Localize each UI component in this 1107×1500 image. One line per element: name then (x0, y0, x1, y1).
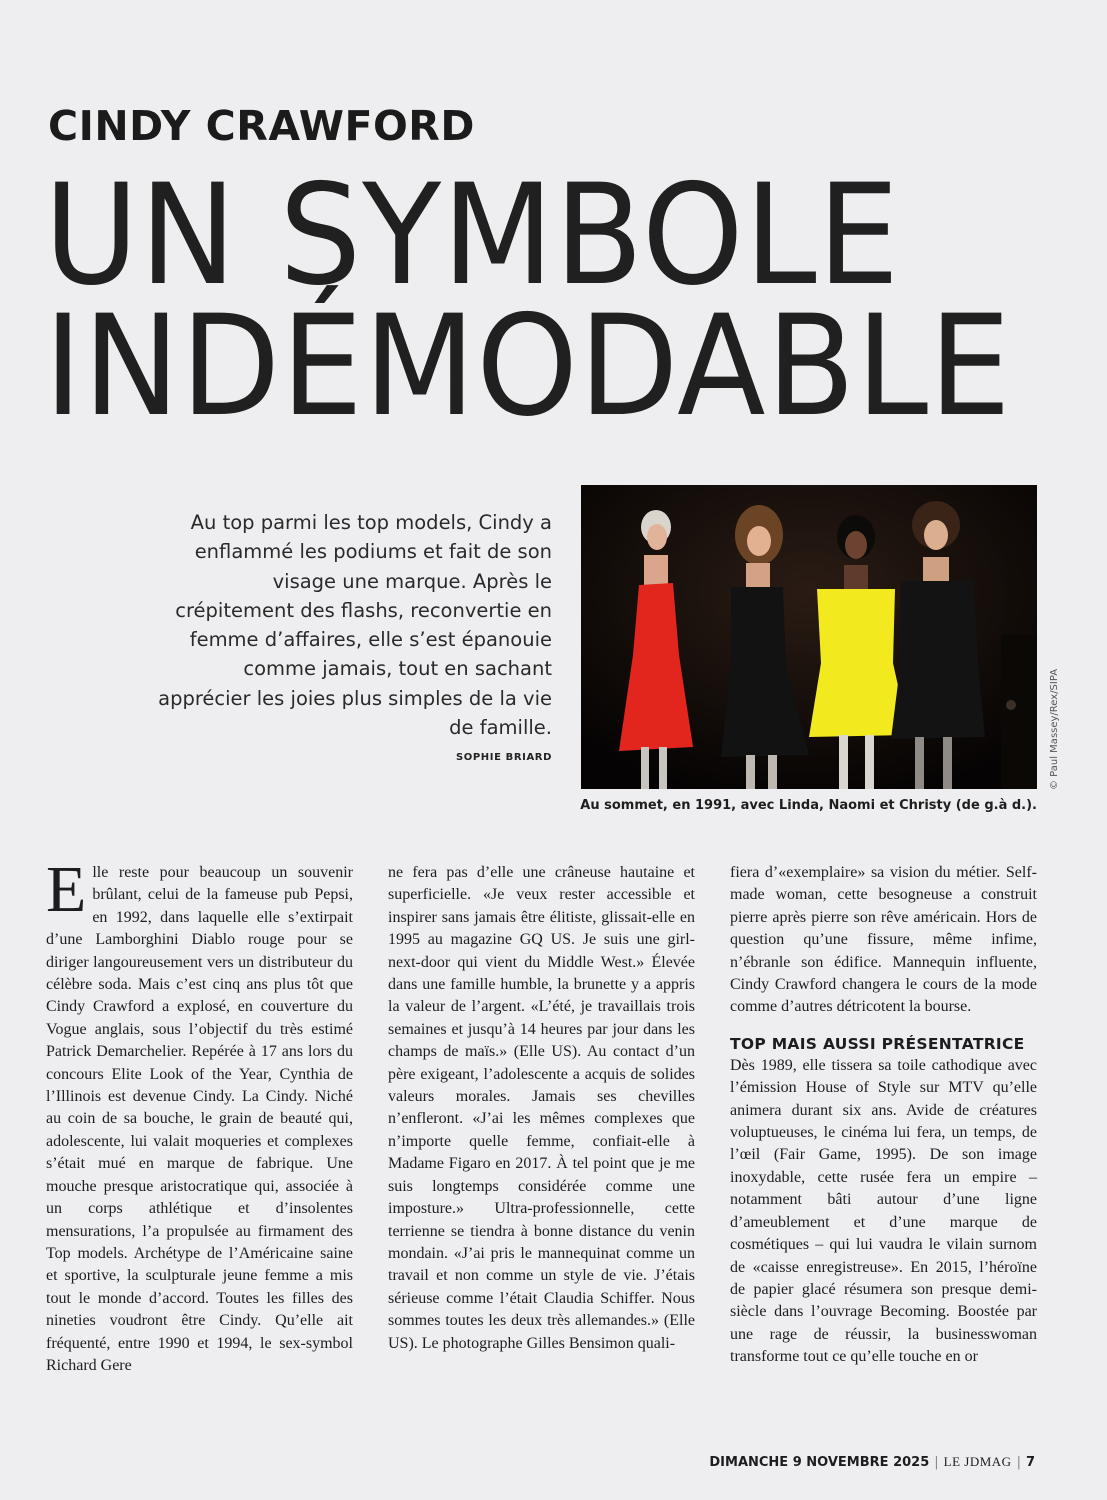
runway-photo-illustration (581, 485, 1037, 789)
kicker: CINDY CRAWFORD (48, 102, 475, 150)
drop-cap: E (46, 853, 87, 926)
column-3-text-part-1: fiera d’«exemplaire» sa vision du métier. Self-made woman, cette besogneuse a construit pierre après pierre son rêve américain. Hors de question qu’une fissure, même infime, n’ébranle son édifice. Mannequin influente, Cindy Crawford changera le cours de la mode comme d’autres détricotent la bourse. (730, 864, 1037, 1016)
column-3-text-part-2: Dès 1989, elle tissera sa toile cathodique avec l’émission House of Style sur MTV qu’elle animera durant six ans. Avide de créatures voluptueuses, le cinéma lui fera, un temps, de l’œil (Fair Game, 1995). De son image inoxydable, cette rusée fera un empire – notamment bâti autour d’une ligne d’ameublement et d’une marque de cosmétiques – qui lui vaudra le vilain surnom de «caisse enregistreuse». En 2015, l’héroïne de papier glacé résumera son presque demi-siècle dans l’ouvrage Becoming. Boostée par une rage de réussir, la businesswoman transforme tout ce qu’elle touche en or (730, 1056, 1037, 1366)
footer-date: DIMANCHE 9 NOVEMBRE 2025 (709, 1455, 930, 1470)
article-column-1 (46, 853, 353, 1377)
article-column-3 (730, 862, 1037, 1369)
section-subhead: TOP MAIS AUSSI PRÉSENTATRICE (730, 1034, 1025, 1053)
author-byline: SOPHIE BRIARD (455, 752, 552, 763)
photo-credit: © Paul Massey/Rex/SIPA (1049, 668, 1060, 790)
page-footer: DIMANCHE 9 NOVEMBRE 2025 | LE JDMAG | 7 (709, 1454, 1035, 1470)
headline-line-1: UN SYMBOLE (44, 154, 901, 316)
standfirst: Au top parmi les top models, Cindy a enflammé les podiums et fait de son visage une marque. Après le crépitement des flashs, reconvertie en femme d’affaires, elle s’est épanouie comme jamais, tout en sachant apprécier les joies plus simples de la vie de famille. (158, 511, 552, 740)
page-number: 7 (1025, 1455, 1035, 1470)
photo-caption: Au sommet, en 1991, avec Linda, Naomi et Christy (de g.à d.). (580, 798, 1037, 813)
column-2-text: ne fera pas d’elle une crâneuse hautaine et superficielle. «Je veux rester accessible et inspirer sans jamais être élitiste, glissait-elle en 1995 au magazine GQ US. Je suis une girl-next-door qui vient du Middle West.» Élevée dans une famille humble, la brunette y a appris la valeur de l’argent. «L’été, je travaillais trois semaines et jusqu’à 14 heures par jour dans les champs de maïs.» (Elle US). Au contact d’un père exigeant, l’adolescente a acquis de solides valeurs morales. Jamais ses chevilles n’enfleront. «J’ai les mêmes complexes que n’importe quelle femme, confiait-elle à Madame Figaro en 2017. À tel point que je me suis longtemps considérée comme une imposture.» Ultra-professionnelle, cette terrienne se tiendra à bonne distance du venin mondain. «J’ai pris le mannequinat comme un travail et non comme un style de vie. J’étais sérieuse comme l’était Claudia Schiffer. Nous sommes toutes les deux très allemandes.» (Elle US). Le photographe Gilles Bensimon quali- (388, 864, 695, 1352)
runway-photo (581, 485, 1037, 789)
article-column-2 (388, 862, 695, 1355)
footer-magazine: LE JDMAG (943, 1454, 1012, 1469)
headline-line-2: INDÉMODABLE (44, 285, 1012, 447)
column-1-text: lle reste pour beaucoup un souvenir brûlant, celui de la fameuse pub Pepsi, en 1992, dans laquelle elle s’extirpait d’une Lamborghini Diablo rouge pour se diriger langoureusement vers un distributeur du célèbre soda. Mais c’est cinq ans plus tôt que Cindy Crawford a explosé, en couverture du Vogue anglais, sous l’objectif du très estimé Patrick Demarchelier. Repérée à 17 ans lors du concours Elite Look of the Year, Cynthia de l’Illinois est devenue Cindy. La Cindy. Niché au coin de sa bouche, le grain de beauté qui, adolescente, lui valait moqueries et complexes s’était mué en marque de fabrique. Une mouche presque aristocratique qui, associée à un corps athlétique et d’insolentes mensurations, l’a propulsée au firmament des Top models. Archétype de l’Américaine saine et sportive, la sculpturale jeune femme a mis tout le monde d’accord. Toutes les filles des nineties voudront être Cindy. Qu’elle ait fréquenté, entre 1990 et 1994, le sex-symbol Richard Gere (46, 864, 353, 1374)
headline (44, 154, 1021, 447)
